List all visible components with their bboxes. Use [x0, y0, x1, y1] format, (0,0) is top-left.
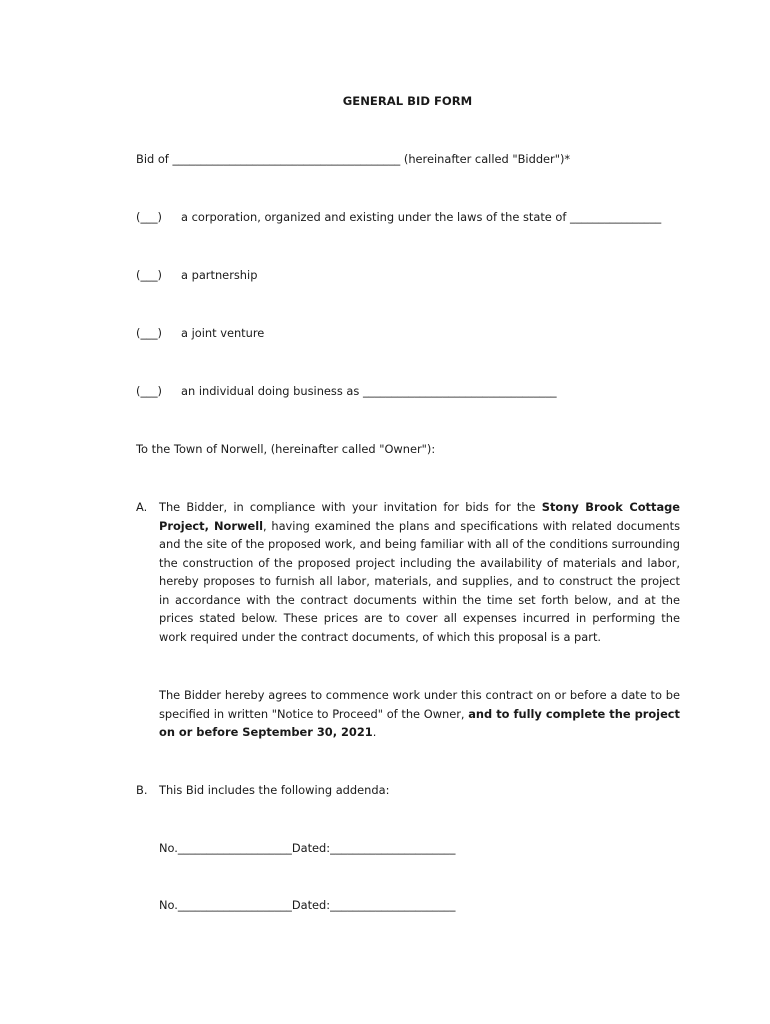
addendum-row — [159, 898, 455, 912]
section-b-text: This Bid includes the following addenda: — [159, 783, 390, 797]
option-box-corporation[interactable]: (___) — [136, 210, 162, 224]
completion-date-clause: and to fully complete the project on or before September 30, 2021 — [159, 706, 680, 739]
addendum-row — [159, 841, 455, 855]
bid-of-line — [136, 152, 570, 166]
addendum-dated-label: Dated: — [291, 898, 331, 912]
addendum-dated-blank[interactable]: ______________________ — [330, 898, 456, 912]
option-text-corporation: a corporation, organized and existing under the laws of the state of ________________ — [181, 210, 662, 224]
option-box-joint-venture[interactable]: (___) — [136, 326, 162, 340]
section-b-letter: B. — [136, 783, 148, 797]
addendum-no-blank[interactable]: ____________________ — [177, 841, 292, 855]
project-name: Stony Brook Cottage Project, Norwell — [159, 500, 681, 533]
bidder-suffix: (hereinafter called "Bidder")* — [400, 152, 571, 166]
addendum-no-label: No. — [159, 898, 178, 912]
addendum-no-label: No. — [159, 841, 178, 855]
addendum-dated-blank[interactable]: ______________________ — [330, 841, 456, 855]
addendum-dated-label: Dated: — [291, 841, 331, 855]
page-title: GENERAL BID FORM — [342, 94, 473, 108]
option-text-individual: an individual doing business as __________________________________ — [181, 384, 557, 398]
option-box-partnership[interactable]: (___) — [136, 268, 162, 282]
option-text-partnership: a partnership — [181, 268, 258, 282]
option-box-individual[interactable]: (___) — [136, 384, 162, 398]
owner-line: To the Town of Norwell, (hereinafter called "Owner"): — [136, 442, 436, 456]
option-text-joint-venture: a joint venture — [181, 326, 265, 340]
bid-of-label: Bid of — [136, 152, 173, 166]
section-a-paragraph-2: The Bidder hereby agrees to commence work under this contract on or before a date to be specified in written "Notice to Proceed" of the Owner, and to fully complete the project on or before September 30, 2021. — [159, 688, 680, 739]
section-a-paragraph-1: The Bidder, in compliance with your invitation for bids for the Stony Brook Cottage Project, Norwell, having examined the plans and specifications with related documents and the site of the proposed work, and being familiar with all of the conditions surrounding the construction of the proposed project including the availability of materials and labor, hereby proposes to furnish all labor, materials, and supplies, and to construct the project in accordance with the contract documents within the time set forth below, and at the prices stated below. These prices are to cover all expenses incurred in performing the work required under the contract documents, of which this proposal is a part. — [159, 500, 681, 644]
bidder-name-blank[interactable]: ________________________________________ — [172, 152, 401, 166]
section-a-letter: A. — [136, 500, 148, 514]
addendum-no-blank[interactable]: ____________________ — [177, 898, 292, 912]
